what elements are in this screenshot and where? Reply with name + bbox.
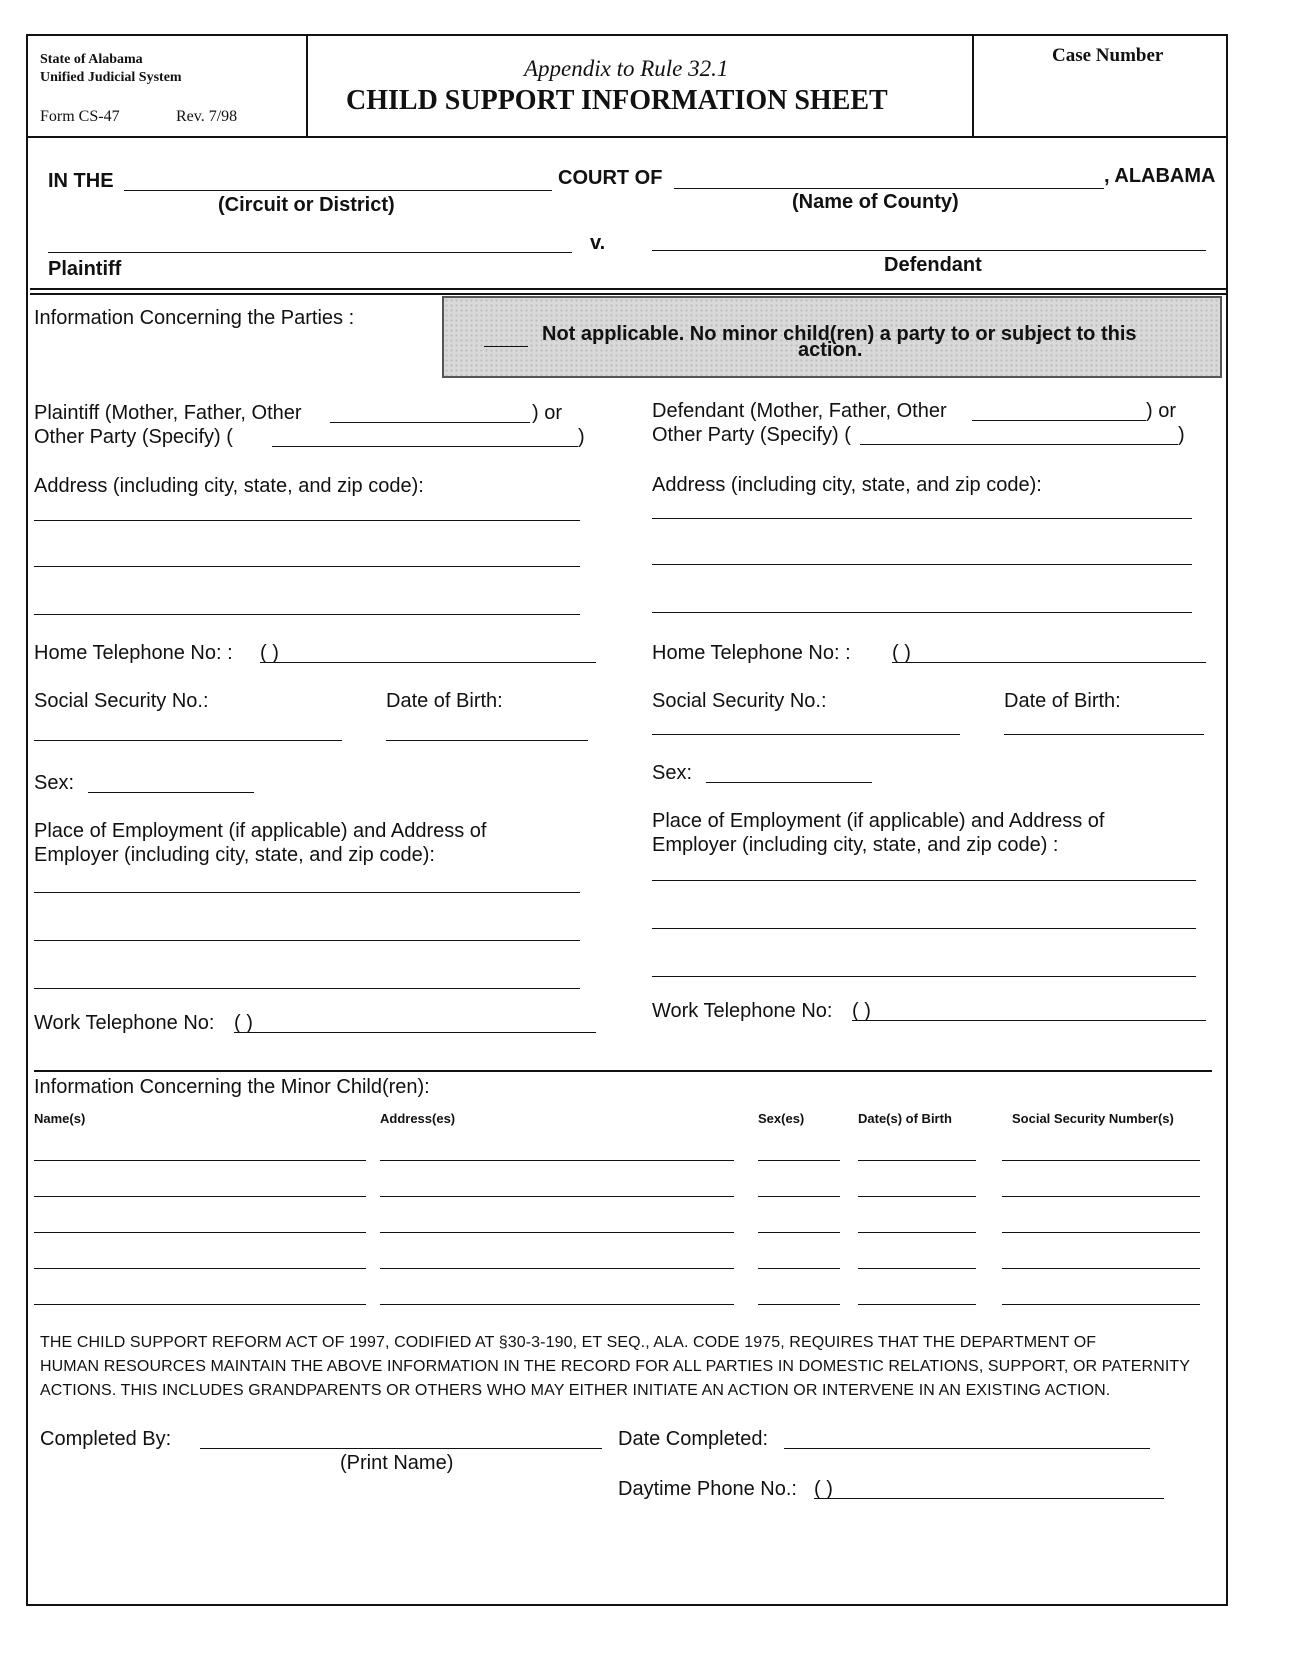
plaintiff-home-phone-label: Home Telephone No: : [34,642,233,664]
child-ssn-field[interactable] [1002,1232,1200,1233]
plaintiff-home-phone-paren: ( ) [260,642,279,664]
defendant-employer-line-2[interactable] [652,928,1196,929]
column-sex: Sex(es) [758,1111,805,1126]
plaintiff-other-party-close: ) [578,426,585,448]
plaintiff-role-label: Plaintiff (Mother, Father, Other [34,402,302,424]
county-name-hint: (Name of County) [792,191,959,213]
plaintiff-sex-field[interactable] [88,792,254,793]
circuit-district-hint: (Circuit or District) [218,194,395,216]
column-addresses: Address(es) [380,1111,456,1126]
parties-heading: Information Concerning the Parties : [34,307,355,329]
plaintiff-role-or: ) or [532,402,562,424]
header-divider-2 [972,34,974,138]
child-dob-field[interactable] [858,1196,976,1197]
child-dob-field[interactable] [858,1304,976,1305]
defendant-home-phone-field[interactable] [892,662,1206,663]
child-dob-field[interactable] [858,1268,976,1269]
defendant-caption: Defendant [884,254,982,276]
child-name-field[interactable] [34,1232,366,1233]
plaintiff-role-other-field[interactable] [330,422,530,423]
daytime-phone-paren: ( ) [814,1478,833,1500]
plaintiff-other-party-field[interactable] [272,446,578,447]
defendant-address-label: Address (including city, state, and zip code): [652,474,1042,496]
child-name-field[interactable] [34,1304,366,1305]
defendant-other-party-close: ) [1178,424,1185,446]
plaintiff-work-phone-field[interactable] [234,1032,596,1033]
child-dob-field[interactable] [858,1160,976,1161]
defendant-employment-label-2: Employer (including city, state, and zip code) : [652,834,1059,856]
defendant-role-other-field[interactable] [972,420,1146,421]
case-number-label: Case Number [1052,45,1164,66]
defendant-work-phone-field[interactable] [852,1020,1206,1021]
child-sex-field[interactable] [758,1160,840,1161]
section-rule-2 [30,293,1226,295]
court-type-field[interactable] [124,190,552,191]
child-name-field[interactable] [34,1196,366,1197]
child-ssn-field[interactable] [1002,1304,1200,1305]
frame-top [26,34,1228,36]
plaintiff-home-phone-field[interactable] [260,662,596,663]
versus-label: v. [590,232,606,254]
plaintiff-address-line-3[interactable] [34,614,580,615]
defendant-employment-label: Place of Employment (if applicable) and Address of [652,810,1105,832]
defendant-role-or: ) or [1146,400,1176,422]
not-applicable-text: Not applicable. No minor child(ren) a party to or subject to this [542,323,1137,345]
child-name-field[interactable] [34,1268,366,1269]
plaintiff-caption: Plaintiff [48,258,122,280]
child-sex-field[interactable] [758,1304,840,1305]
plaintiff-address-line-2[interactable] [34,566,580,567]
children-section-rule [34,1070,1212,1072]
children-heading: Information Concerning the Minor Child(ren): [34,1076,430,1098]
date-completed-label: Date Completed: [618,1428,769,1450]
child-address-field[interactable] [380,1196,734,1197]
appendix-label: Appendix to Rule 32.1 [524,56,729,81]
defendant-ssn-field[interactable] [652,734,960,735]
plaintiff-other-party-label: Other Party (Specify) ( [34,426,233,448]
form-number: Form CS-47 [40,108,120,125]
child-dob-field[interactable] [858,1232,976,1233]
plaintiff-work-phone-paren: ( ) [234,1012,253,1034]
defendant-dob-label: Date of Birth: [1004,690,1121,712]
completed-by-field[interactable] [200,1448,602,1449]
plaintiff-address-label: Address (including city, state, and zip code): [34,475,424,497]
plaintiff-employer-line-1[interactable] [34,892,580,893]
plaintiff-employer-line-3[interactable] [34,988,580,989]
child-ssn-field[interactable] [1002,1268,1200,1269]
defendant-employer-line-1[interactable] [652,880,1196,881]
notice-line-3: ACTIONS. THIS INCLUDES GRANDPARENTS OR OTHERS WHO MAY EITHER INITIATE AN ACTION OR INTERVENE IN AN EXISTING ACTION. [40,1382,1111,1399]
child-sex-field[interactable] [758,1232,840,1233]
plaintiff-work-phone-label: Work Telephone No: [34,1012,215,1034]
in-the-label: IN THE [48,170,114,192]
header-bottom [26,136,1228,138]
date-completed-field[interactable] [784,1448,1150,1449]
defendant-dob-field[interactable] [1004,734,1204,735]
form-title: CHILD SUPPORT INFORMATION SHEET [346,85,888,116]
plaintiff-address-line-1[interactable] [34,520,580,521]
plaintiff-dob-label: Date of Birth: [386,690,503,712]
defendant-employer-line-3[interactable] [652,976,1196,977]
notice-line-1: THE CHILD SUPPORT REFORM ACT OF 1997, CODIFIED AT §30-3-190, ET SEQ., ALA. CODE 1975, REQUIRES THAT THE DEPARTMENT OF [40,1334,1097,1351]
frame-left [26,34,28,1606]
header-divider-1 [306,34,308,138]
frame-right [1226,34,1228,1606]
defendant-sex-field[interactable] [706,782,872,783]
defendant-address-line-2[interactable] [652,564,1192,565]
defendant-home-phone-label: Home Telephone No: : [652,642,851,664]
frame-bottom [26,1604,1228,1606]
county-field[interactable] [674,188,1104,189]
completed-by-label: Completed By: [40,1428,172,1450]
child-name-field[interactable] [34,1160,366,1161]
defendant-home-phone-paren: ( ) [892,642,911,664]
defendant-address-line-1[interactable] [652,518,1192,519]
alabama-label: , ALABAMA [1104,165,1216,187]
defendant-other-party-field[interactable] [860,444,1178,445]
column-dob: Date(s) of Birth [858,1111,952,1126]
child-ssn-field[interactable] [1002,1196,1200,1197]
child-address-field[interactable] [380,1232,734,1233]
plaintiff-employer-line-2[interactable] [34,940,580,941]
plaintiff-sex-label: Sex: [34,772,75,794]
defendant-ssn-label: Social Security No.: [652,690,827,712]
column-ssn: Social Security Number(s) [1012,1111,1174,1126]
child-address-field[interactable] [380,1268,734,1269]
court-of-label: COURT OF [558,167,663,189]
defendant-role-label: Defendant (Mother, Father, Other [652,400,947,422]
column-names: Name(s) [34,1111,86,1126]
plaintiff-name-field[interactable] [48,252,572,253]
plaintiff-dob-field[interactable] [386,740,588,741]
notice-line-2: HUMAN RESOURCES MAINTAIN THE ABOVE INFORMATION IN THE RECORD FOR ALL PARTIES IN DOMESTIC RELATIONS, SUPPORT, OR PATERNITY [40,1358,1191,1375]
agency-line1: State of Alabama [40,52,143,67]
plaintiff-employment-label-2: Employer (including city, state, and zip code): [34,844,435,866]
defendant-work-phone-paren: ( ) [852,1000,871,1022]
section-rule-1 [30,288,1226,290]
plaintiff-ssn-label: Social Security No.: [34,690,209,712]
defendant-sex-label: Sex: [652,762,693,784]
defendant-other-party-label: Other Party (Specify) ( [652,424,851,446]
daytime-phone-label: Daytime Phone No.: [618,1478,797,1500]
defendant-name-field[interactable] [652,250,1206,251]
child-address-field[interactable] [380,1304,734,1305]
plaintiff-ssn-field[interactable] [34,740,342,741]
defendant-address-line-3[interactable] [652,612,1192,613]
daytime-phone-field[interactable] [814,1498,1164,1499]
not-applicable-text-2: action. [798,339,863,361]
child-address-field[interactable] [380,1160,734,1161]
child-ssn-field[interactable] [1002,1160,1200,1161]
defendant-work-phone-label: Work Telephone No: [652,1000,833,1022]
child-sex-field[interactable] [758,1268,840,1269]
child-sex-field[interactable] [758,1196,840,1197]
form-revision: Rev. 7/98 [176,108,238,125]
print-name-hint: (Print Name) [340,1452,454,1474]
agency-line2: Unified Judicial System [40,70,182,85]
not-applicable-checkbox-line[interactable] [484,346,528,347]
plaintiff-employment-label: Place of Employment (if applicable) and Address of [34,820,487,842]
